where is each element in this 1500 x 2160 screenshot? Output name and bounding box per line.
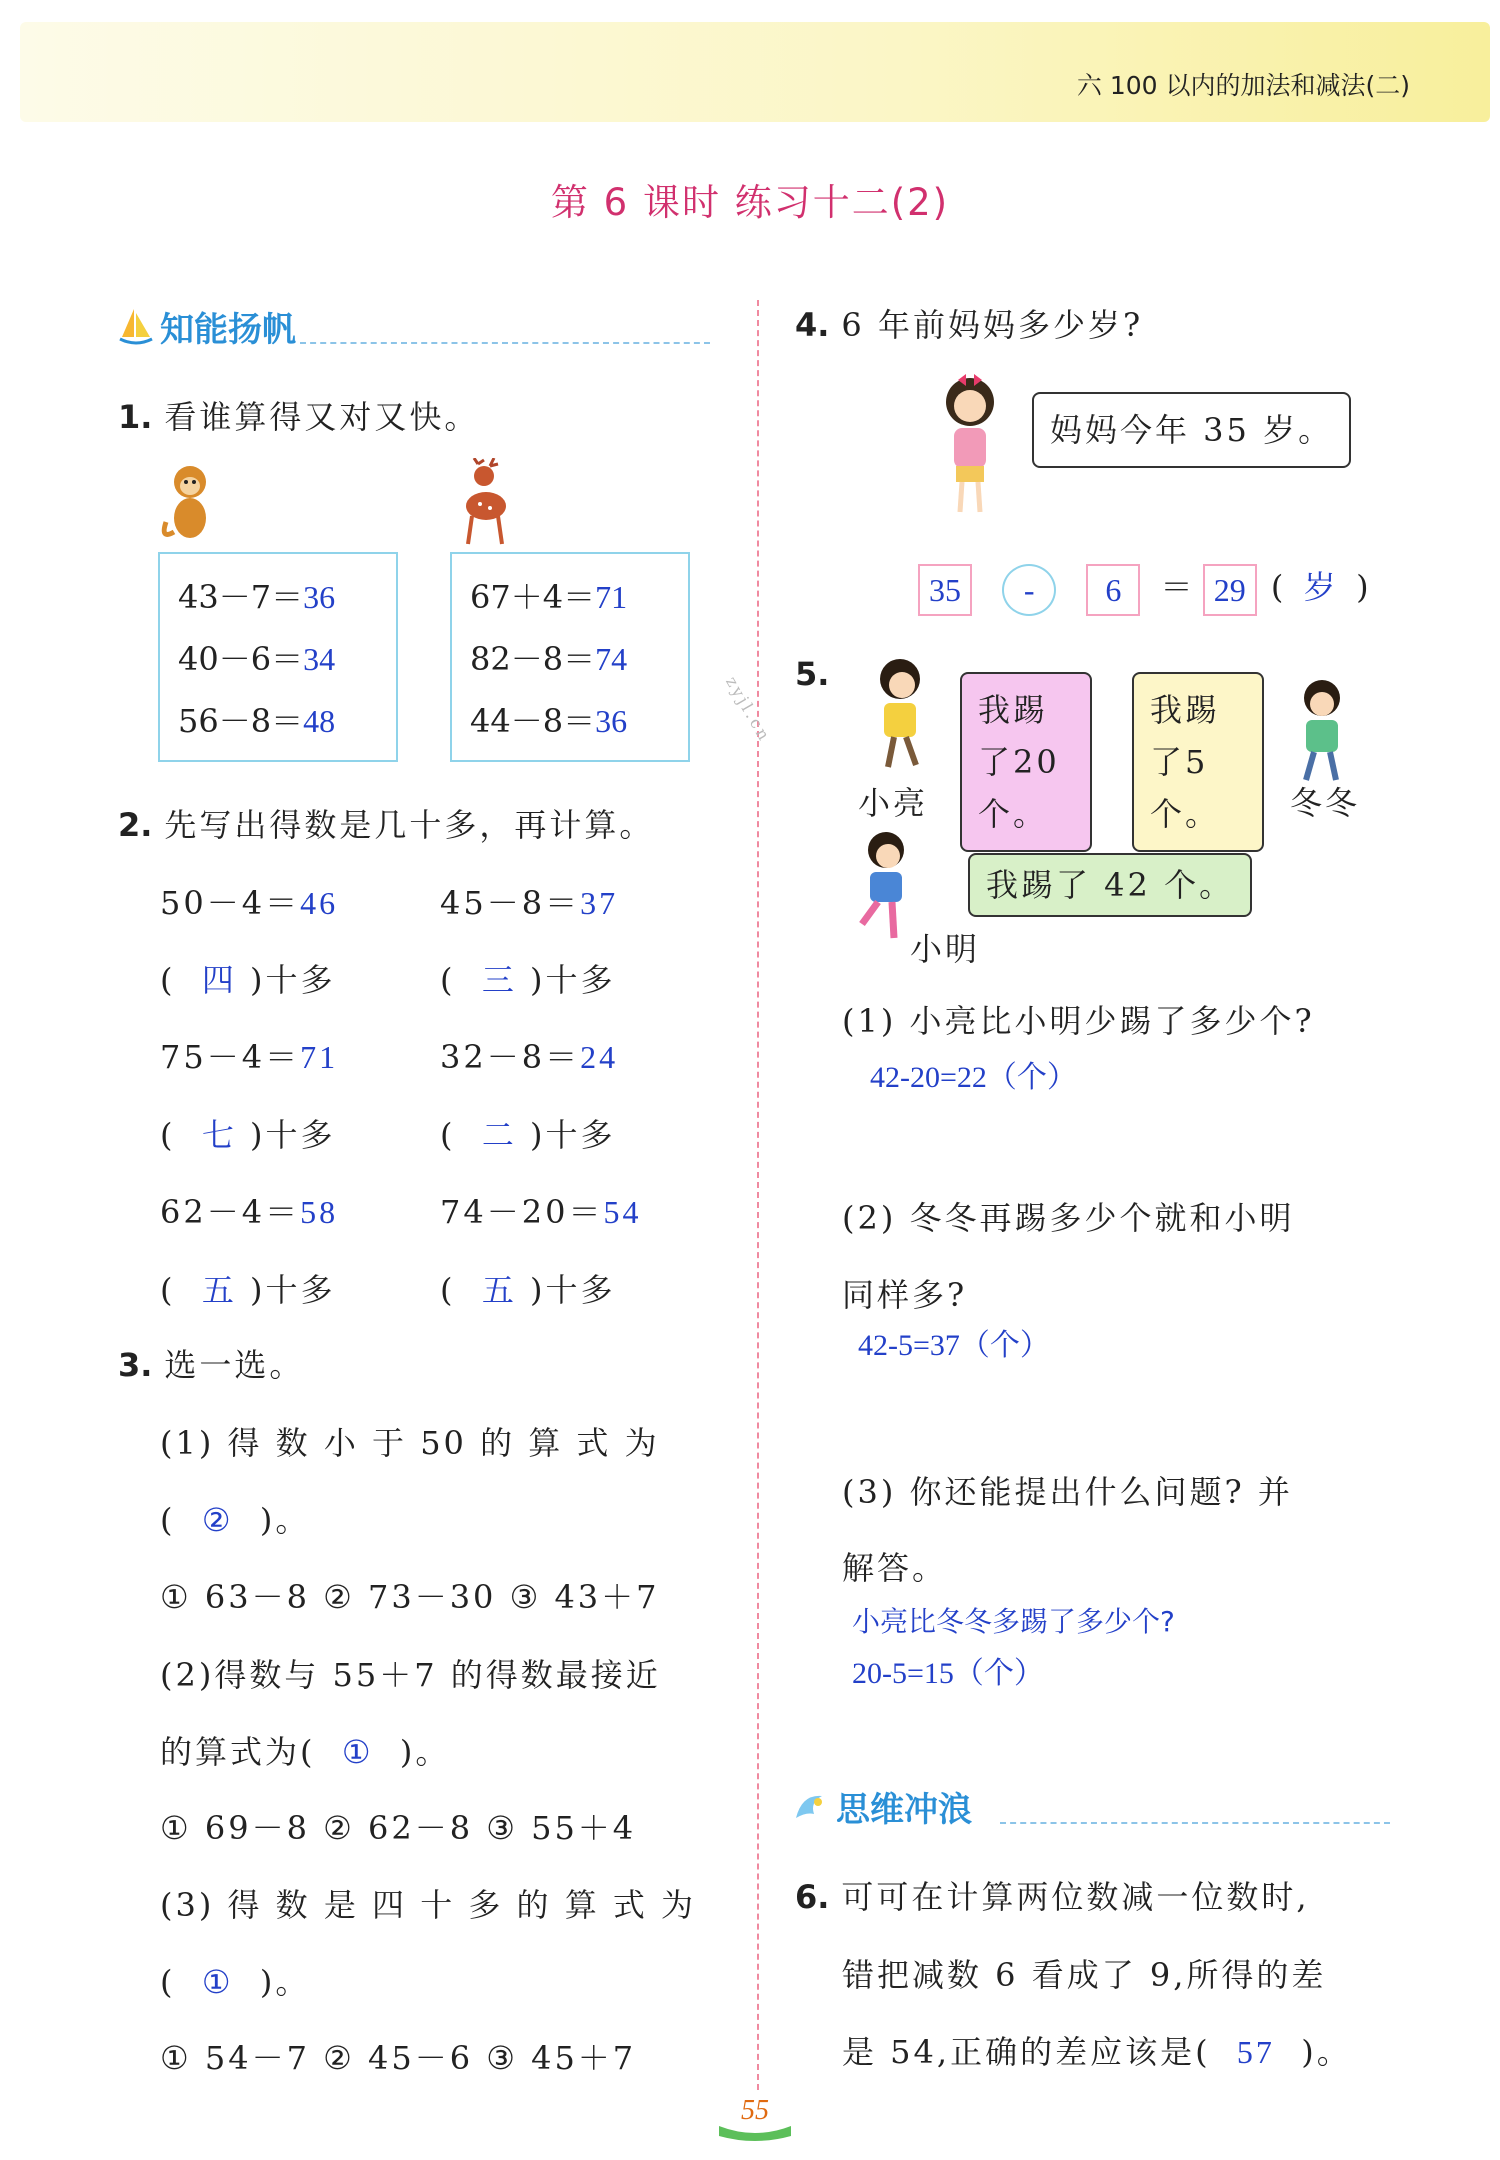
boy-liang-icon <box>860 655 940 775</box>
column-divider <box>757 300 759 2090</box>
operator-circle: - <box>1002 564 1056 616</box>
page-number: 55 <box>741 2095 769 2126</box>
q2-prompt <box>118 800 654 846</box>
q5-p3: (3) 你还能提出什么问题? 并 <box>842 1473 1293 1511</box>
calc-row: 56－8＝48 <box>178 702 336 740</box>
q1-text: 看谁算得又对又快。 <box>164 398 480 436</box>
section-title: 思维冲浪 <box>836 1790 972 1830</box>
name-liang: 小亮 <box>858 784 929 822</box>
section-title: 知能扬帆 <box>160 310 296 350</box>
q3-number: 3. <box>118 1346 153 1384</box>
lesson-title: 第 6 课时 练习十二(2) <box>550 181 950 224</box>
unit-header: 六 100 以内的加法和减法(二) <box>1076 71 1410 100</box>
q5-p2: (2) 冬冬再踢多少个就和小明 <box>842 1199 1295 1237</box>
watermark: zyjl.cn <box>721 673 775 746</box>
q2-text: 先写出得数是几十多，再计算。 <box>164 806 655 844</box>
speech-bubble-dong: 我踢了5 个。 <box>1132 672 1264 852</box>
boy-dong-icon <box>1282 676 1362 786</box>
q2-calc: 62－4＝58 <box>160 1193 339 1231</box>
calc-row: 82－8＝74 <box>470 640 628 678</box>
q2-calc: 50－4＝46 <box>160 884 339 922</box>
section-line <box>300 342 710 344</box>
q2-tens: ( 五 )十多 <box>440 1271 616 1309</box>
section-line <box>1000 1822 1390 1824</box>
q3-prompt <box>118 1340 304 1386</box>
q2-calc: 75－4＝71 <box>160 1038 339 1076</box>
q2-tens: ( 二 )十多 <box>440 1116 616 1154</box>
q4-prompt <box>795 300 1143 346</box>
speech-bubble-liang: 我踢了20 个。 <box>960 672 1092 852</box>
q3-p2-answer: 的算式为( ① )。 <box>160 1733 451 1771</box>
q4-equation: 35 - 6 ＝ 29 ( 岁 ) <box>918 562 1369 616</box>
q2-tens: ( 四 )十多 <box>160 961 336 999</box>
q3-p3-options: ① 54－7 ② 45－6 ③ 45＋7 <box>160 2039 637 2077</box>
deer-box <box>450 552 690 762</box>
q1-prompt <box>118 392 479 438</box>
q3-p2: (2)得数与 55＋7 的得数最接近 <box>160 1656 661 1694</box>
q3-p1: (1) 得 数 小 于 50 的 算 式 为 <box>160 1424 660 1462</box>
q3-text: 选一选。 <box>164 1346 305 1384</box>
monkey-icon <box>160 462 222 544</box>
q2-tens: ( 三 )十多 <box>440 961 616 999</box>
answer-box: 35 <box>918 564 972 616</box>
answer-box: 29 <box>1203 564 1257 616</box>
sailboat-icon <box>118 307 154 347</box>
calc-row: 67＋4＝71 <box>470 578 628 616</box>
q1-number: 1. <box>118 398 153 436</box>
q3-p3: (3) 得 数 是 四 十 多 的 算 式 为 <box>160 1886 697 1924</box>
q6-number: 6. <box>795 1878 830 1916</box>
q5-prompt <box>795 655 841 693</box>
q5-p3-question: 小亮比冬冬多踢了多少个? <box>852 1605 1175 1638</box>
calc-row: 43－7＝36 <box>178 578 336 616</box>
unit-answer: 岁 <box>1303 569 1336 605</box>
q2-calc: 32－8＝24 <box>440 1038 619 1076</box>
deer-icon <box>450 458 522 548</box>
speech-bubble-ming: 我踢了 42 个。 <box>968 853 1252 917</box>
q5-p2-answer: 42-5=37（个） <box>858 1329 1050 1362</box>
name-ming: 小明 <box>910 930 981 968</box>
q2-calc: 45－8＝37 <box>440 884 619 922</box>
girl-icon <box>930 372 1010 522</box>
answer-box: 6 <box>1086 564 1140 616</box>
q5-p3-answer: 20-5=15（个） <box>852 1657 1044 1690</box>
q3-p1-options: ① 63－8 ② 73－30 ③ 43＋7 <box>160 1578 660 1616</box>
q5-p3-cont: 解答。 <box>842 1549 948 1587</box>
q2-tens: ( 七 )十多 <box>160 1116 336 1154</box>
wave-icon <box>792 1788 830 1826</box>
q3-p2-options: ① 69－8 ② 62－8 ③ 55＋4 <box>160 1809 637 1847</box>
name-dong: 冬冬 <box>1290 784 1361 822</box>
q2-calc: 74－20＝54 <box>440 1193 642 1231</box>
calc-row: 40－6＝34 <box>178 640 336 678</box>
section-head-right <box>792 1782 972 1831</box>
q5-p1-answer: 42-20=22（个） <box>870 1061 1077 1094</box>
q5-p1: (1) 小亮比小明少踢了多少个? <box>842 1002 1315 1040</box>
q6-line1: 6. 可可在计算两位数减一位数时, <box>795 1878 1310 1916</box>
q6-line2: 错把减数 6 看成了 9,所得的差 <box>842 1956 1327 1994</box>
q3-p3-answer: ( ① )。 <box>160 1963 311 2001</box>
calc-row: 44－8＝36 <box>470 702 628 740</box>
q2-tens: ( 五 )十多 <box>160 1271 336 1309</box>
q6-answer: 57 <box>1236 2034 1275 2070</box>
q5-p2-cont: 同样多? <box>842 1276 968 1314</box>
q3-p1-answer: ( ② )。 <box>160 1501 311 1539</box>
speech-bubble-mom: 妈妈今年 35 岁。 <box>1032 392 1351 468</box>
q4-number: 4. <box>795 306 830 344</box>
q2-number: 2. <box>118 806 153 844</box>
q4-text: 6 年前妈妈多少岁? <box>841 306 1144 344</box>
q6-line3: 是 54,正确的差应该是( 57 )。 <box>842 2033 1352 2071</box>
section-head-left <box>118 302 296 351</box>
monkey-box <box>158 552 398 762</box>
q5-number: 5. <box>795 655 830 693</box>
